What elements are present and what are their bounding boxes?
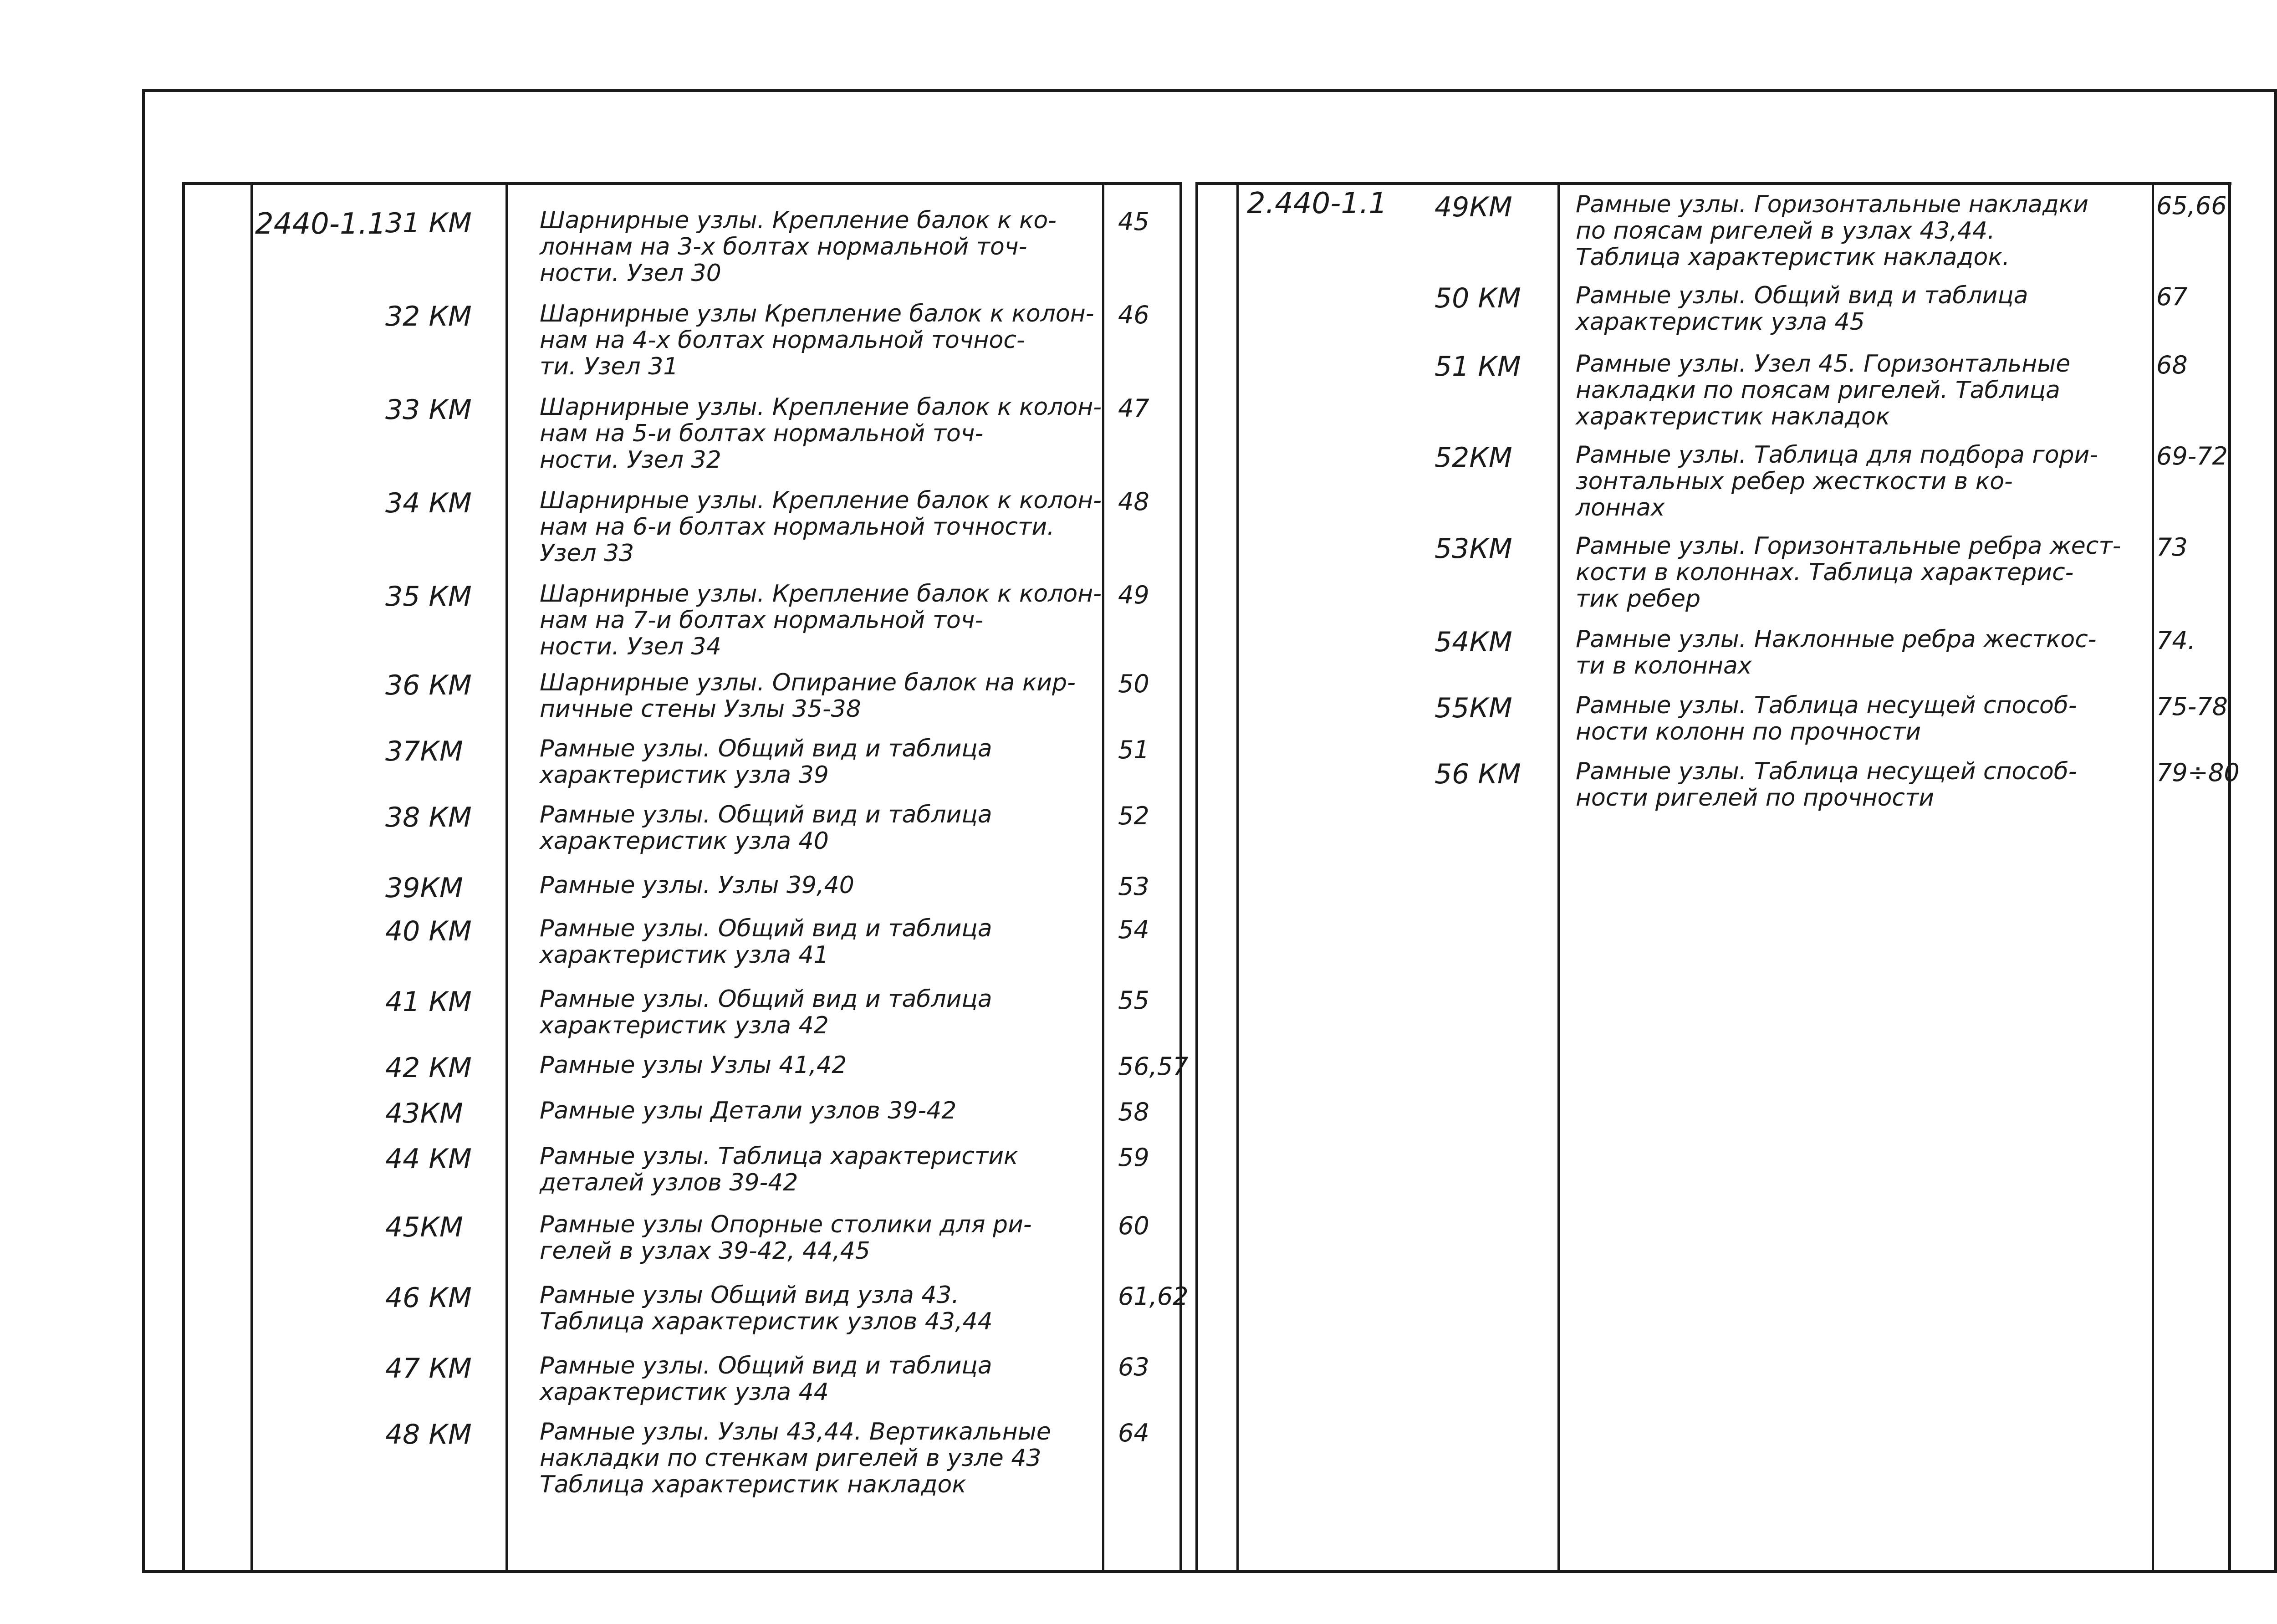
sheet-description: Шарнирные узлы. Крепление балок к колон- нам на 6-и болтах нормальной точности. Узел 33	[540, 487, 1102, 567]
left-table-divider	[1102, 182, 1104, 1572]
left-table-divider	[250, 182, 253, 1572]
page-number: 47	[1118, 394, 1149, 423]
page-number: 60	[1118, 1211, 1149, 1240]
sheet-number: 48 КМ	[385, 1419, 472, 1450]
page-number: 50	[1118, 669, 1149, 698]
frame-right-line	[2274, 89, 2277, 1573]
left-table-border	[1179, 182, 1182, 1572]
frame-top-line	[142, 89, 2277, 92]
page-number: 61,62	[1118, 1282, 1189, 1311]
sheet-description: Рамные узлы. Таблица характеристик деталей узлов 39-42	[540, 1143, 1018, 1196]
sheet-number: 40 КМ	[385, 915, 472, 947]
right-table-border	[1195, 182, 1198, 1572]
sheet-description: Рамные узлы. Горизонтальные ребра жест- кости в колоннах. Таблица характерис- тик ребер	[1576, 532, 2121, 613]
sheet-number: 38 КМ	[385, 802, 472, 833]
sheet-number: 34 КМ	[385, 487, 472, 519]
sheet-number: 33 КМ	[385, 394, 472, 426]
sheet-number: 51 КМ	[1435, 351, 1521, 383]
sheet-description: Рамные узлы Узлы 41,42	[540, 1052, 847, 1079]
sheet-number: 31 КМ	[385, 207, 472, 239]
sheet-description: Шарнирные узлы. Крепление балок к колон- нам на 5-и болтах нормальной точ- ности. Узел 32	[540, 393, 1102, 474]
sheet-description: Рамные узлы. Общий вид и таблица характеристик узла 39	[540, 735, 992, 789]
sheet-number: 46 КМ	[385, 1282, 472, 1314]
sheet-description: Рамные узлы. Общий вид и таблица характеристик узла 40	[540, 801, 992, 855]
left-table-border	[182, 182, 185, 1572]
left-table-divider	[505, 182, 508, 1572]
page-number: 73	[2156, 533, 2188, 562]
page-number: 68	[2156, 351, 2188, 379]
sheet-description: Шарнирные узлы. Опирание балок на кир- пичные стены Узлы 35-38	[540, 669, 1076, 723]
sheet-number: 55КМ	[1435, 692, 1512, 724]
right-table-divider	[1236, 182, 1239, 1572]
page-number: 69-72	[2156, 442, 2228, 470]
sheet-number: 45КМ	[385, 1211, 463, 1243]
sheet-description: Рамные узлы. Наклонные ребра жесткос- ти в колоннах	[1576, 626, 2097, 679]
right-table-border	[2228, 182, 2231, 1572]
sheet-description: Рамные узлы. Узлы 39,40	[540, 872, 854, 899]
sheet-number: 50 КМ	[1435, 282, 1521, 314]
right-doc-code: 2.440-1.1	[1247, 187, 1388, 220]
sheet-number: 42 КМ	[385, 1052, 472, 1084]
sheet-number: 49КМ	[1435, 191, 1512, 223]
sheet-description: Рамные узлы. Общий вид и таблица характеристик узла 45	[1576, 282, 2028, 336]
page-number: 49	[1118, 581, 1149, 609]
sheet-description: Рамные узлы. Таблица для подбора гори- зонтальных ребер жесткости в ко- лоннах	[1576, 441, 2098, 521]
sheet-description: Рамные узлы. Таблица несущей способ- ности колонн по прочности	[1576, 692, 2077, 746]
sheet-number: 47 КМ	[385, 1353, 472, 1384]
sheet-description: Рамные узлы. Горизонтальные накладки по поясам ригелей в узлах 43,44. Таблица характеристик накладок.	[1576, 191, 2088, 271]
sheet-description: Шарнирные узлы. Крепление балок к колон- нам на 7-и болтах нормальной точ- ности. Узел 34	[540, 580, 1102, 660]
sheet-number: 36 КМ	[385, 669, 472, 701]
sheet-description: Рамные узлы. Общий вид и таблица характеристик узла 44	[540, 1352, 992, 1406]
right-table-divider	[1557, 182, 1560, 1572]
page-number: 64	[1118, 1419, 1149, 1447]
sheet-number: 41 КМ	[385, 986, 472, 1018]
sheet-number: 44 КМ	[385, 1143, 472, 1175]
frame-bottom-line	[142, 1570, 2277, 1573]
sheet-description: Рамные узлы. Общий вид и таблица характеристик узла 42	[540, 986, 992, 1039]
frame-left-line	[142, 89, 145, 1573]
sheet-description: Шарнирные узлы Крепление балок к колон- нам на 4-х болтах нормальной точнос- ти. Узел 31	[540, 300, 1094, 380]
sheet-number: 39КМ	[385, 872, 463, 904]
page-number: 63	[1118, 1353, 1149, 1381]
page-number: 55	[1118, 986, 1149, 1015]
page-number: 56,57	[1118, 1052, 1189, 1081]
sheet-number: 56 КМ	[1435, 758, 1521, 790]
sheet-description: Рамные узлы. Общий вид и таблица характеристик узла 41	[540, 915, 992, 969]
page-number: 52	[1118, 802, 1149, 830]
sheet-number: 52КМ	[1435, 442, 1512, 474]
page-number: 79÷80	[2156, 758, 2240, 787]
page-number: 59	[1118, 1143, 1149, 1172]
right-table-divider	[2152, 182, 2154, 1572]
sheet-number: 37КМ	[385, 735, 463, 767]
sheet-number: 53КМ	[1435, 533, 1512, 565]
sheet-number: 32 КМ	[385, 301, 472, 332]
right-table-top-line	[1195, 182, 2231, 185]
sheet-description: Рамные узлы. Узлы 43,44. Вертикальные накладки по стенкам ригелей в узле 43 Таблица характеристик накладок	[540, 1418, 1051, 1498]
sheet-number: 35 КМ	[385, 581, 472, 613]
sheet-description: Рамные узлы Общий вид узла 43. Таблица характеристик узлов 43,44	[540, 1282, 993, 1335]
page-number: 45	[1118, 207, 1149, 236]
sheet-description: Рамные узлы Детали узлов 39-42	[540, 1097, 957, 1124]
sheet-description: Шарнирные узлы. Крепление балок к ко- лоннам на 3-х болтах нормальной точ- ности. Узел 30	[540, 207, 1057, 287]
page-number: 48	[1118, 487, 1149, 516]
page-number: 54	[1118, 915, 1149, 944]
page-number: 51	[1118, 735, 1149, 764]
page-number: 46	[1118, 301, 1149, 329]
page-number: 65,66	[2156, 191, 2227, 220]
left-table-top-line	[182, 182, 1182, 185]
page-number: 53	[1118, 872, 1149, 901]
sheet-description: Рамные узлы. Узел 45. Горизонтальные накладки по поясам ригелей. Таблица характеристик накладок	[1576, 350, 2071, 430]
page-number: 75-78	[2156, 692, 2228, 721]
page-number: 74.	[2156, 626, 2195, 655]
sheet-description: Рамные узлы. Таблица несущей способ- ности ригелей по прочности	[1576, 758, 2077, 812]
left-doc-code: 2440-1.1	[255, 207, 386, 241]
sheet-number: 43КМ	[385, 1098, 463, 1129]
sheet-number: 54КМ	[1435, 626, 1512, 658]
page-number: 58	[1118, 1098, 1149, 1126]
page-number: 67	[2156, 282, 2188, 311]
sheet-description: Рамные узлы Опорные столики для ри- гелей в узлах 39-42, 44,45	[540, 1211, 1032, 1265]
